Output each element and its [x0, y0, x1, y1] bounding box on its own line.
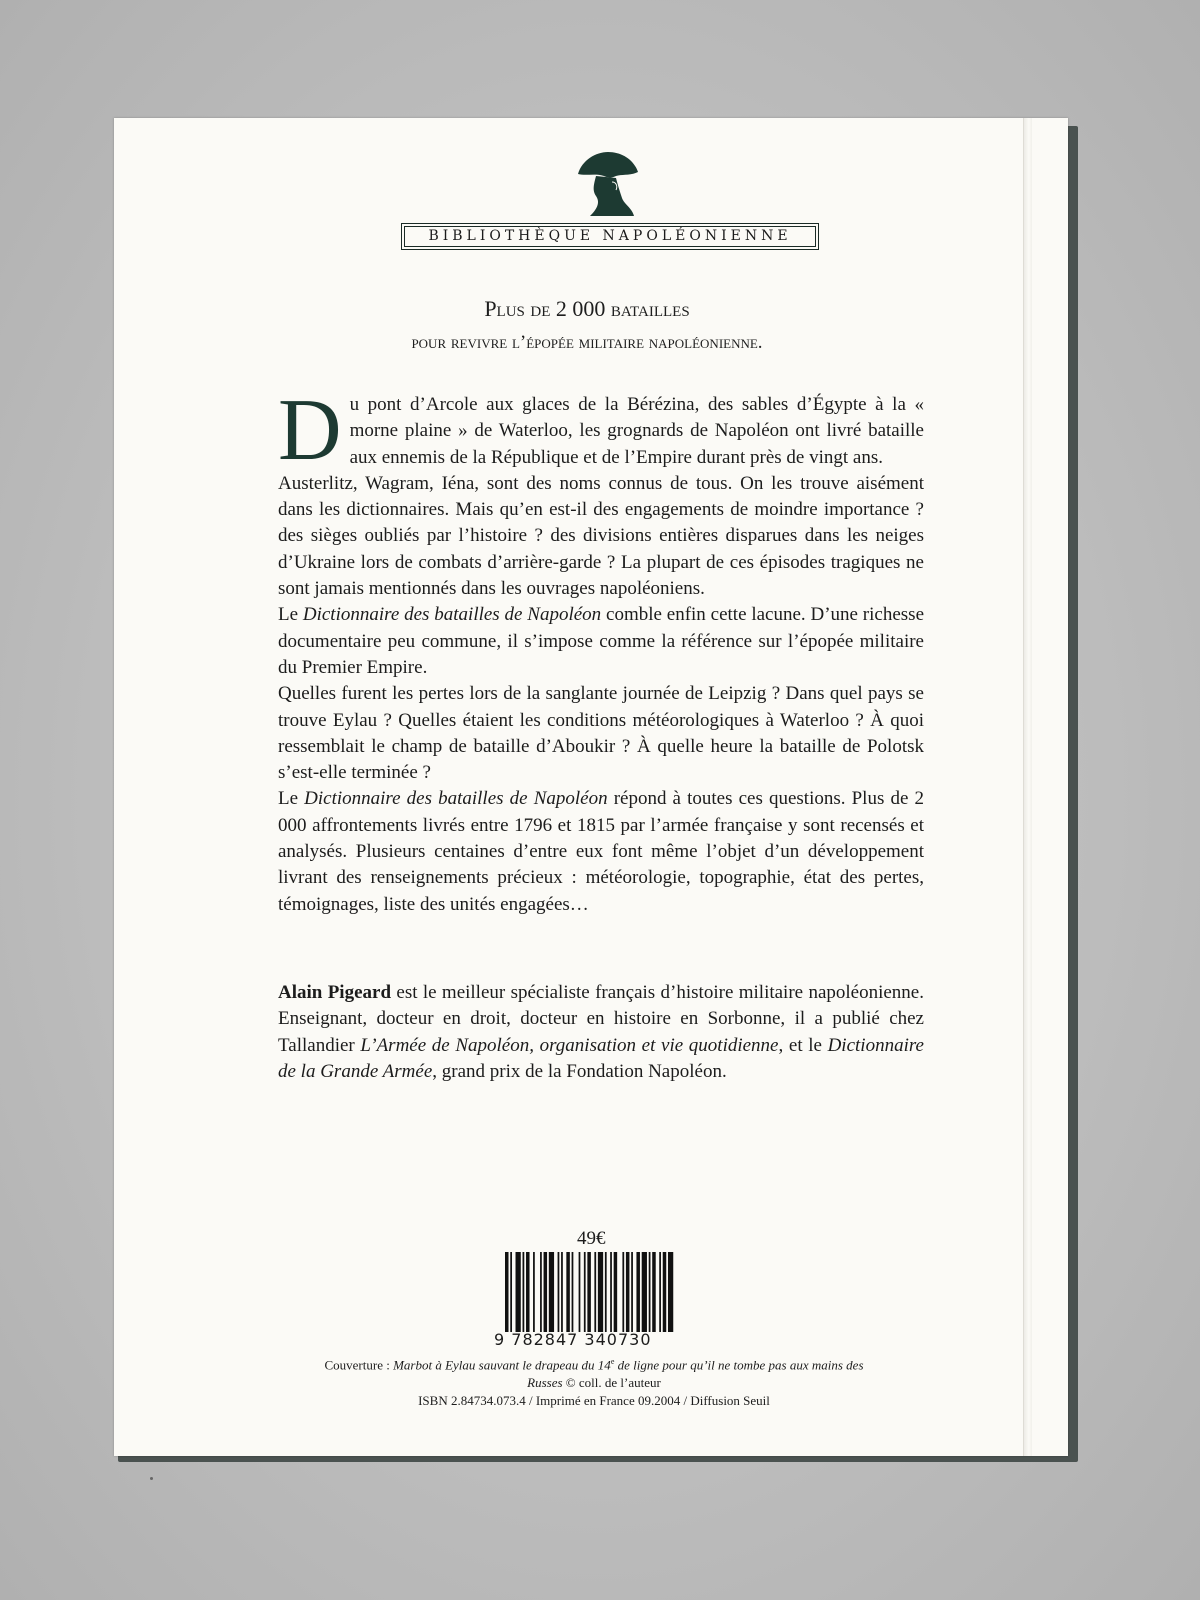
paragraph-4: Quelles furent les pertes lors de la sanglante journée de Leipzig ? Dans quel pays se trouve Eylau ? Quelles étaient les conditions météorologiques à Waterloo ? À quoi ressemblait le champ de bataille d’Aboukir ? À quelle heure la bataille de Polotsk s’est-elle terminée ? — [278, 683, 924, 784]
headline-line-2: pour revivre l’épopée militaire napoléonienne. — [411, 332, 763, 353]
barcode-bar — [523, 1252, 525, 1332]
spine-edge — [1023, 118, 1032, 1456]
barcode — [505, 1252, 675, 1332]
barcode-bar — [626, 1252, 630, 1332]
bio-book-2: Dictionnaire de la Grande Armée — [278, 1034, 924, 1082]
barcode-bar — [510, 1252, 512, 1332]
barcode-bar — [584, 1252, 586, 1332]
credits-caption-text: Marbot à Eylau sauvant le drapeau du 14 — [393, 1357, 611, 1373]
isbn-line: ISBN 2.84734.073.4 / Imprimé en France 09.2004 / Diffusion Seuil — [418, 1393, 770, 1409]
author-bio — [278, 980, 924, 1085]
barcode-bar — [605, 1252, 607, 1332]
blurb — [278, 382, 924, 918]
barcode-bar — [505, 1252, 509, 1332]
barcode-bar — [622, 1252, 624, 1332]
credits-caption-text-2: de ligne pour qu’il ne tombe pas aux mains des Russes — [527, 1357, 864, 1391]
barcode-bar — [652, 1252, 656, 1332]
intro-text: u pont d’Arcole aux glaces de la Bérézina, des sables d’Égypte à la « morne plaine » de Waterloo, les grognards de Napoléon ont livré bataille aux ennemis de la République et de l’Empire durant près de vingt ans. — [349, 394, 924, 468]
price-label: 49€ — [577, 1228, 606, 1249]
headline-line-1: Plus de 2 000 batailles — [484, 296, 690, 321]
para3-after: comble enfin cette lacune. D’une richesse documentaire peu commune, il s’impose comme la référence sur l’épopée militaire du Premier Empire. — [278, 604, 924, 678]
credits-sup: e — [610, 1357, 615, 1366]
barcode-bar — [579, 1252, 581, 1332]
barcode-bar — [649, 1252, 651, 1332]
para3-book-title: Dictionnaire des batailles de Napoléon — [302, 604, 602, 626]
credits-caption — [314, 1353, 874, 1392]
barcode-bar — [561, 1252, 563, 1332]
book-back-cover — [114, 118, 1068, 1456]
barcode-bar — [516, 1252, 521, 1332]
author-name: Alain Pigeard — [278, 982, 392, 1003]
credits-copyright: © coll. de l’auteur — [562, 1375, 661, 1391]
paragraph-2: Austerlitz, Wagram, Iéna, sont des noms connus de tous. On les trouve aisément dans les dictionnaires. Mais qu’en est-il des engagements de moindre importance ? des sièges oubliés par l’histoire ? des divisions entières disparues dans les neiges d’Ukraine lors de combats d’arrière-garde ? La plupart de ces épisodes tragiques ne sont jamais mentionnés dans les ouvrages napoléoniens. — [278, 472, 924, 600]
paragraph-5 — [278, 786, 924, 917]
barcode-bar — [594, 1252, 596, 1332]
bio-text-2: , et le — [778, 1034, 828, 1056]
bio-book-1: L’Armée de Napoléon, organisation et vie quotidienne — [360, 1034, 779, 1056]
para5-before: Le — [278, 788, 305, 810]
barcode-bar — [631, 1252, 633, 1332]
drop-cap: D — [278, 382, 342, 479]
bio-text-3: , grand prix de la Fondation Napoléon. — [432, 1060, 727, 1082]
para5-after: répond à toutes ces questions. Plus de 2 000 affrontements livrés entre 1796 et 1815 par l’armée française y sont recensés et analysés. Plusieurs centaines d’entre eux font même l’objet d’un développement livrant des renseignements précieux : météorologie, topographie, état des pertes, témoignages, liste des unités engagées… — [278, 788, 924, 915]
credits-label: Couverture : — [324, 1357, 394, 1373]
barcode-bar — [636, 1252, 640, 1332]
intro-paragraph — [278, 382, 924, 479]
barcode-bar — [668, 1252, 673, 1332]
barcode-bar — [663, 1252, 667, 1332]
barcode-bar — [540, 1252, 542, 1332]
barcode-bar — [614, 1252, 618, 1332]
bio-paragraph — [278, 980, 924, 1085]
barcode-bar — [659, 1252, 661, 1332]
barcode-bar — [572, 1252, 574, 1332]
napoleon-hat-icon — [572, 148, 642, 218]
barcode-bar — [610, 1252, 612, 1332]
cover-credits — [314, 1353, 874, 1410]
barcode-bar — [587, 1252, 591, 1332]
barcode-bar — [544, 1252, 548, 1332]
barcode-bar — [598, 1252, 603, 1332]
barcode-bar — [533, 1252, 535, 1332]
barcode-bar — [526, 1252, 530, 1332]
para3-before: Le — [278, 604, 303, 626]
headline — [264, 292, 910, 360]
barcode-digits: 9 782847 340730 — [494, 1330, 652, 1349]
bio-text-1: est le meilleur spécialiste français d’histoire militaire napoléonienne. Enseignant, docteur en droit, docteur en histoire en Sorbonne, il a publié chez Tallandier — [278, 982, 924, 1056]
barcode-bar — [558, 1252, 560, 1332]
barcode-bar — [549, 1252, 554, 1332]
dust-speck — [150, 1477, 153, 1480]
barcode-bar — [642, 1252, 647, 1332]
collection-label: BIBLIOTHÈQUE NAPOLÉONIENNE — [401, 223, 819, 250]
paragraph-3 — [278, 602, 924, 681]
para5-book-title: Dictionnaire des batailles de Napoléon — [304, 788, 608, 810]
barcode-bar — [566, 1252, 570, 1332]
